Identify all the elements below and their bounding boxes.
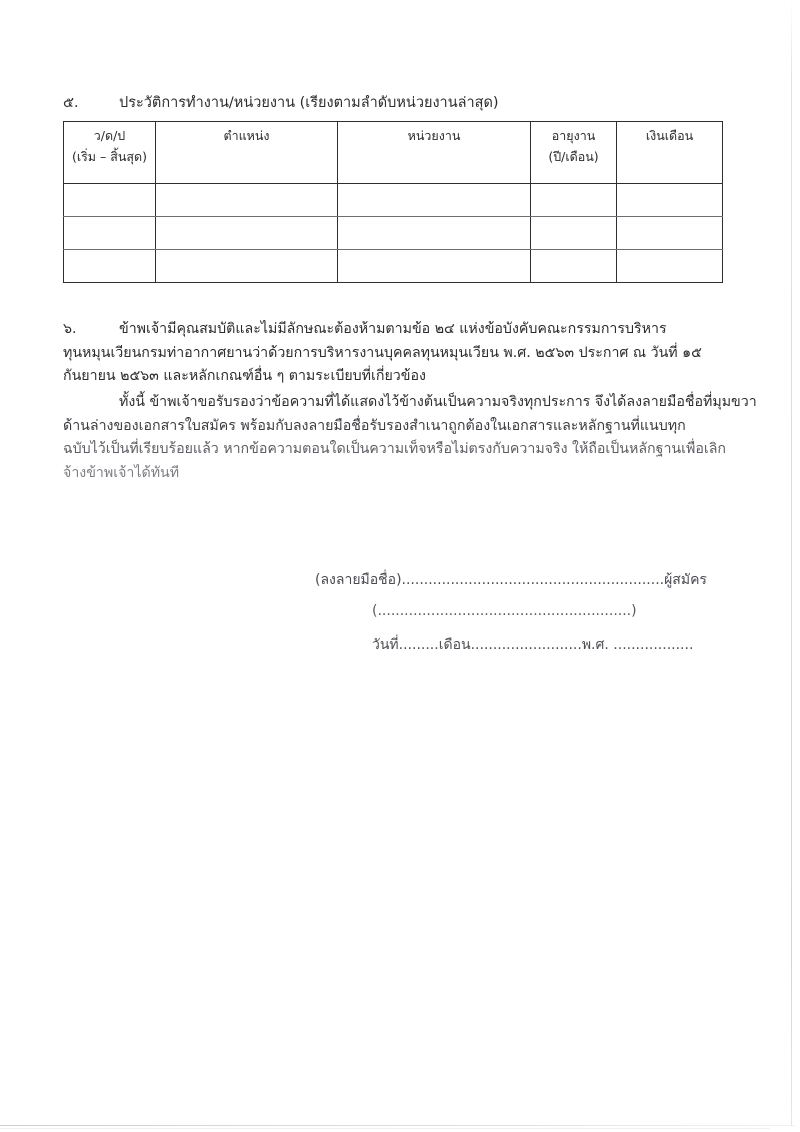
section-6-number: ๖. <box>63 321 77 337</box>
section-5-heading <box>63 91 723 114</box>
cell-organization[interactable] <box>338 184 531 217</box>
section-6-line2: ทุนหมุนเวียนกรมท่าอากาศยานว่าด้วยการบริหารงานบุคคลทุนหมุนเวียน พ.ศ. ๒๕๖๓ ประกาศ ณ วันที่ ๑๕ <box>63 344 702 361</box>
cell-organization[interactable] <box>338 217 531 250</box>
column-header-organization-line1: หน่วยงาน <box>407 128 461 143</box>
work-history-table <box>63 121 723 283</box>
cell-date[interactable] <box>64 217 156 250</box>
table-header-row <box>64 122 723 184</box>
section-5-number: ๕. <box>63 95 79 111</box>
column-header-organization <box>338 122 531 184</box>
cell-organization[interactable] <box>338 250 531 283</box>
column-header-tenure <box>531 122 617 184</box>
scan-edge-bottom <box>0 1125 795 1126</box>
column-header-date-line2: (เริ่ม – สิ้นสุด) <box>71 149 148 165</box>
section-6-line1: ข้าพเจ้ามีคุณสมบัติและไม่มีลักษณะต้องห้ามตามข้อ ๒๔ แห่งข้อบังคับคณะกรรมการบริหาร <box>119 321 667 337</box>
cell-date[interactable] <box>64 250 156 283</box>
signature-name-line[interactable]: (.........................................................) <box>372 603 637 619</box>
column-header-date-line1: ว/ด/ป <box>93 128 126 143</box>
scan-edge-bottom-secondary <box>0 1128 770 1129</box>
cell-position[interactable] <box>156 184 338 217</box>
signature-line[interactable]: (ลงลายมือชื่อ)...........................................................ผู้สมัคร <box>315 572 707 588</box>
signature-date-line[interactable]: วันที่.........เดือน.........................พ.ศ. .................. <box>372 637 694 653</box>
table-row <box>64 184 723 217</box>
section-6-paragraph <box>63 318 723 389</box>
cell-tenure[interactable] <box>531 217 617 250</box>
cell-position[interactable] <box>156 250 338 283</box>
column-header-salary <box>617 122 723 184</box>
section-5-title: ประวัติการทำงาน/หน่วยงาน (เรียงตามลำดับหน่วยงานล่าสุด) <box>119 95 499 111</box>
column-header-date <box>64 122 156 184</box>
cell-date[interactable] <box>64 184 156 217</box>
table-row <box>64 217 723 250</box>
closing-line3: ฉบับไว้เป็นที่เรียบร้อยแล้ว หากข้อความตอนใดเป็นความเท็จหรือไม่ตรงกับความจริง ให้ถือเป็นหลักฐานเพื่อเลิก <box>63 441 726 457</box>
closing-declaration-paragraph <box>63 391 757 485</box>
cell-salary[interactable] <box>617 217 723 250</box>
cell-position[interactable] <box>156 217 338 250</box>
column-header-tenure-line2: (ปี/เดือน) <box>548 149 599 165</box>
table-row <box>64 250 723 283</box>
column-header-position <box>156 122 338 184</box>
column-header-position-line1: ตำแหน่ง <box>223 128 270 143</box>
column-header-tenure-line1: อายุงาน <box>551 128 596 143</box>
cell-salary[interactable] <box>617 184 723 217</box>
cell-tenure[interactable] <box>531 250 617 283</box>
closing-line1: ทั้งนี้ ข้าพเจ้าขอรับรองว่าข้อความที่ได้แสดงไว้ข้างต้นเป็นความจริงทุกประการ จึงได้ลงลายมือชื่อที่มุมขวา <box>119 394 757 410</box>
column-header-salary-line1: เงินเดือน <box>645 128 694 143</box>
cell-tenure[interactable] <box>531 184 617 217</box>
closing-line2: ด้านล่างของเอกสารใบสมัคร พร้อมกับลงลายมือชื่อรับรองสำเนาถูกต้องในเอกสารและหลักฐานที่แนบทุก <box>63 417 686 434</box>
closing-line4: จ้างข้าพเจ้าได้ทันที <box>63 464 180 481</box>
cell-salary[interactable] <box>617 250 723 283</box>
section-6-line3: กันยายน ๒๕๖๓ และหลักเกณฑ์อื่น ๆ ตามระเบียบที่เกี่ยวข้อง <box>63 368 426 384</box>
scan-edge-right <box>791 0 792 1126</box>
